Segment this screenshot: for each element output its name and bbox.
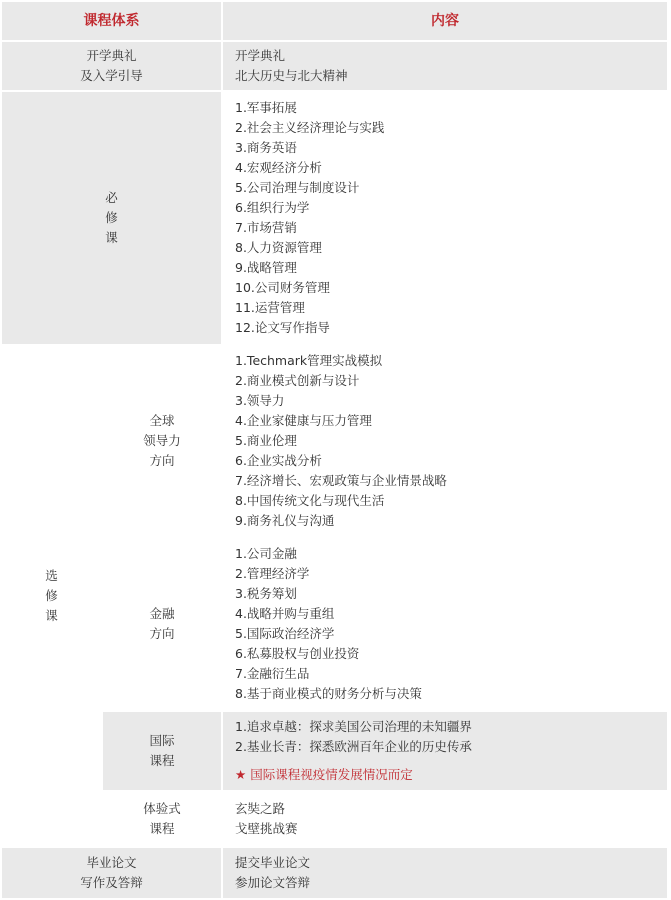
list-item: 1.军事拓展 xyxy=(235,100,297,115)
opening-content xyxy=(223,42,667,90)
finance-label: 金融 方向 xyxy=(103,538,221,710)
elective-label: 选 修 课 xyxy=(2,346,101,846)
list-item: 提交毕业论文 xyxy=(235,855,311,870)
required-course-list xyxy=(235,98,667,338)
note-text: 国际课程视疫情发展情况而定 xyxy=(250,767,413,782)
list-item: 6.组织行为学 xyxy=(235,200,310,215)
list-item: 2.商业模式创新与设计 xyxy=(235,373,360,388)
list-item: 1.公司金融 xyxy=(235,546,297,561)
list-item: 玄奘之路 xyxy=(235,801,286,816)
finance-course-list xyxy=(235,544,667,704)
list-item: 2.社会主义经济理论与实践 xyxy=(235,120,385,135)
international-course-list xyxy=(235,717,667,757)
list-item: 12.论文写作指导 xyxy=(235,320,330,335)
list-item: 7.市场营销 xyxy=(235,220,297,235)
list-item: 2.基业长青：探悉欧洲百年企业的历史传承 xyxy=(235,739,472,754)
list-item: 11.运营管理 xyxy=(235,300,305,315)
global-course-list xyxy=(235,351,667,531)
list-item: 9.战略管理 xyxy=(235,260,297,275)
required-label: 必 修 课 xyxy=(2,92,221,344)
list-item: 6.私募股权与创业投资 xyxy=(235,646,360,661)
list-item: 北大历史与北大精神 xyxy=(235,68,348,83)
list-item: 参加论文答辩 xyxy=(235,875,311,890)
experience-label: 体验式 课程 xyxy=(103,792,221,846)
list-item: 8.中国传统文化与现代生活 xyxy=(235,493,385,508)
star-icon: ★ xyxy=(235,767,247,782)
header-curriculum: 课程体系 xyxy=(2,2,221,40)
list-item: 6.企业实战分析 xyxy=(235,453,322,468)
list-item: 4.战略并购与重组 xyxy=(235,606,335,621)
list-item: 8.基于商业模式的财务分析与决策 xyxy=(235,686,422,701)
list-item: 8.人力资源管理 xyxy=(235,240,322,255)
finance-content xyxy=(223,538,667,710)
list-item: 3.商务英语 xyxy=(235,140,297,155)
list-item: 7.经济增长、宏观政策与企业情景战略 xyxy=(235,473,447,488)
list-item: 2.管理经济学 xyxy=(235,566,310,581)
international-label: 国际 课程 xyxy=(103,712,221,790)
list-item: 戈壁挑战赛 xyxy=(235,821,298,836)
list-item: 3.领导力 xyxy=(235,393,285,408)
experience-content xyxy=(223,792,667,846)
list-item: 5.国际政治经济学 xyxy=(235,626,335,641)
list-item: 5.商业伦理 xyxy=(235,433,297,448)
list-item: 5.公司治理与制度设计 xyxy=(235,180,360,195)
international-content xyxy=(223,712,667,790)
list-item: 4.企业家健康与压力管理 xyxy=(235,413,372,428)
opening-label: 开学典礼 及入学引导 xyxy=(2,42,221,90)
list-item: 1.追求卓越：探求美国公司治理的未知疆界 xyxy=(235,719,472,734)
thesis-content xyxy=(223,848,667,898)
thesis-label: 毕业论文 写作及答辩 xyxy=(2,848,221,898)
list-item: 1.Techmark管理实战模拟 xyxy=(235,353,383,368)
list-item: 开学典礼 xyxy=(235,48,286,63)
curriculum-table xyxy=(2,2,667,898)
international-note xyxy=(235,765,667,785)
list-item: 3.税务筹划 xyxy=(235,586,297,601)
list-item: 9.商务礼仪与沟通 xyxy=(235,513,335,528)
global-leadership-label: 全球 领导力 方向 xyxy=(103,346,221,536)
required-content xyxy=(223,92,667,344)
global-leadership-content xyxy=(223,346,667,536)
list-item: 10.公司财务管理 xyxy=(235,280,330,295)
list-item: 7.金融衍生品 xyxy=(235,666,310,681)
header-content: 内容 xyxy=(223,2,667,40)
list-item: 4.宏观经济分析 xyxy=(235,160,322,175)
